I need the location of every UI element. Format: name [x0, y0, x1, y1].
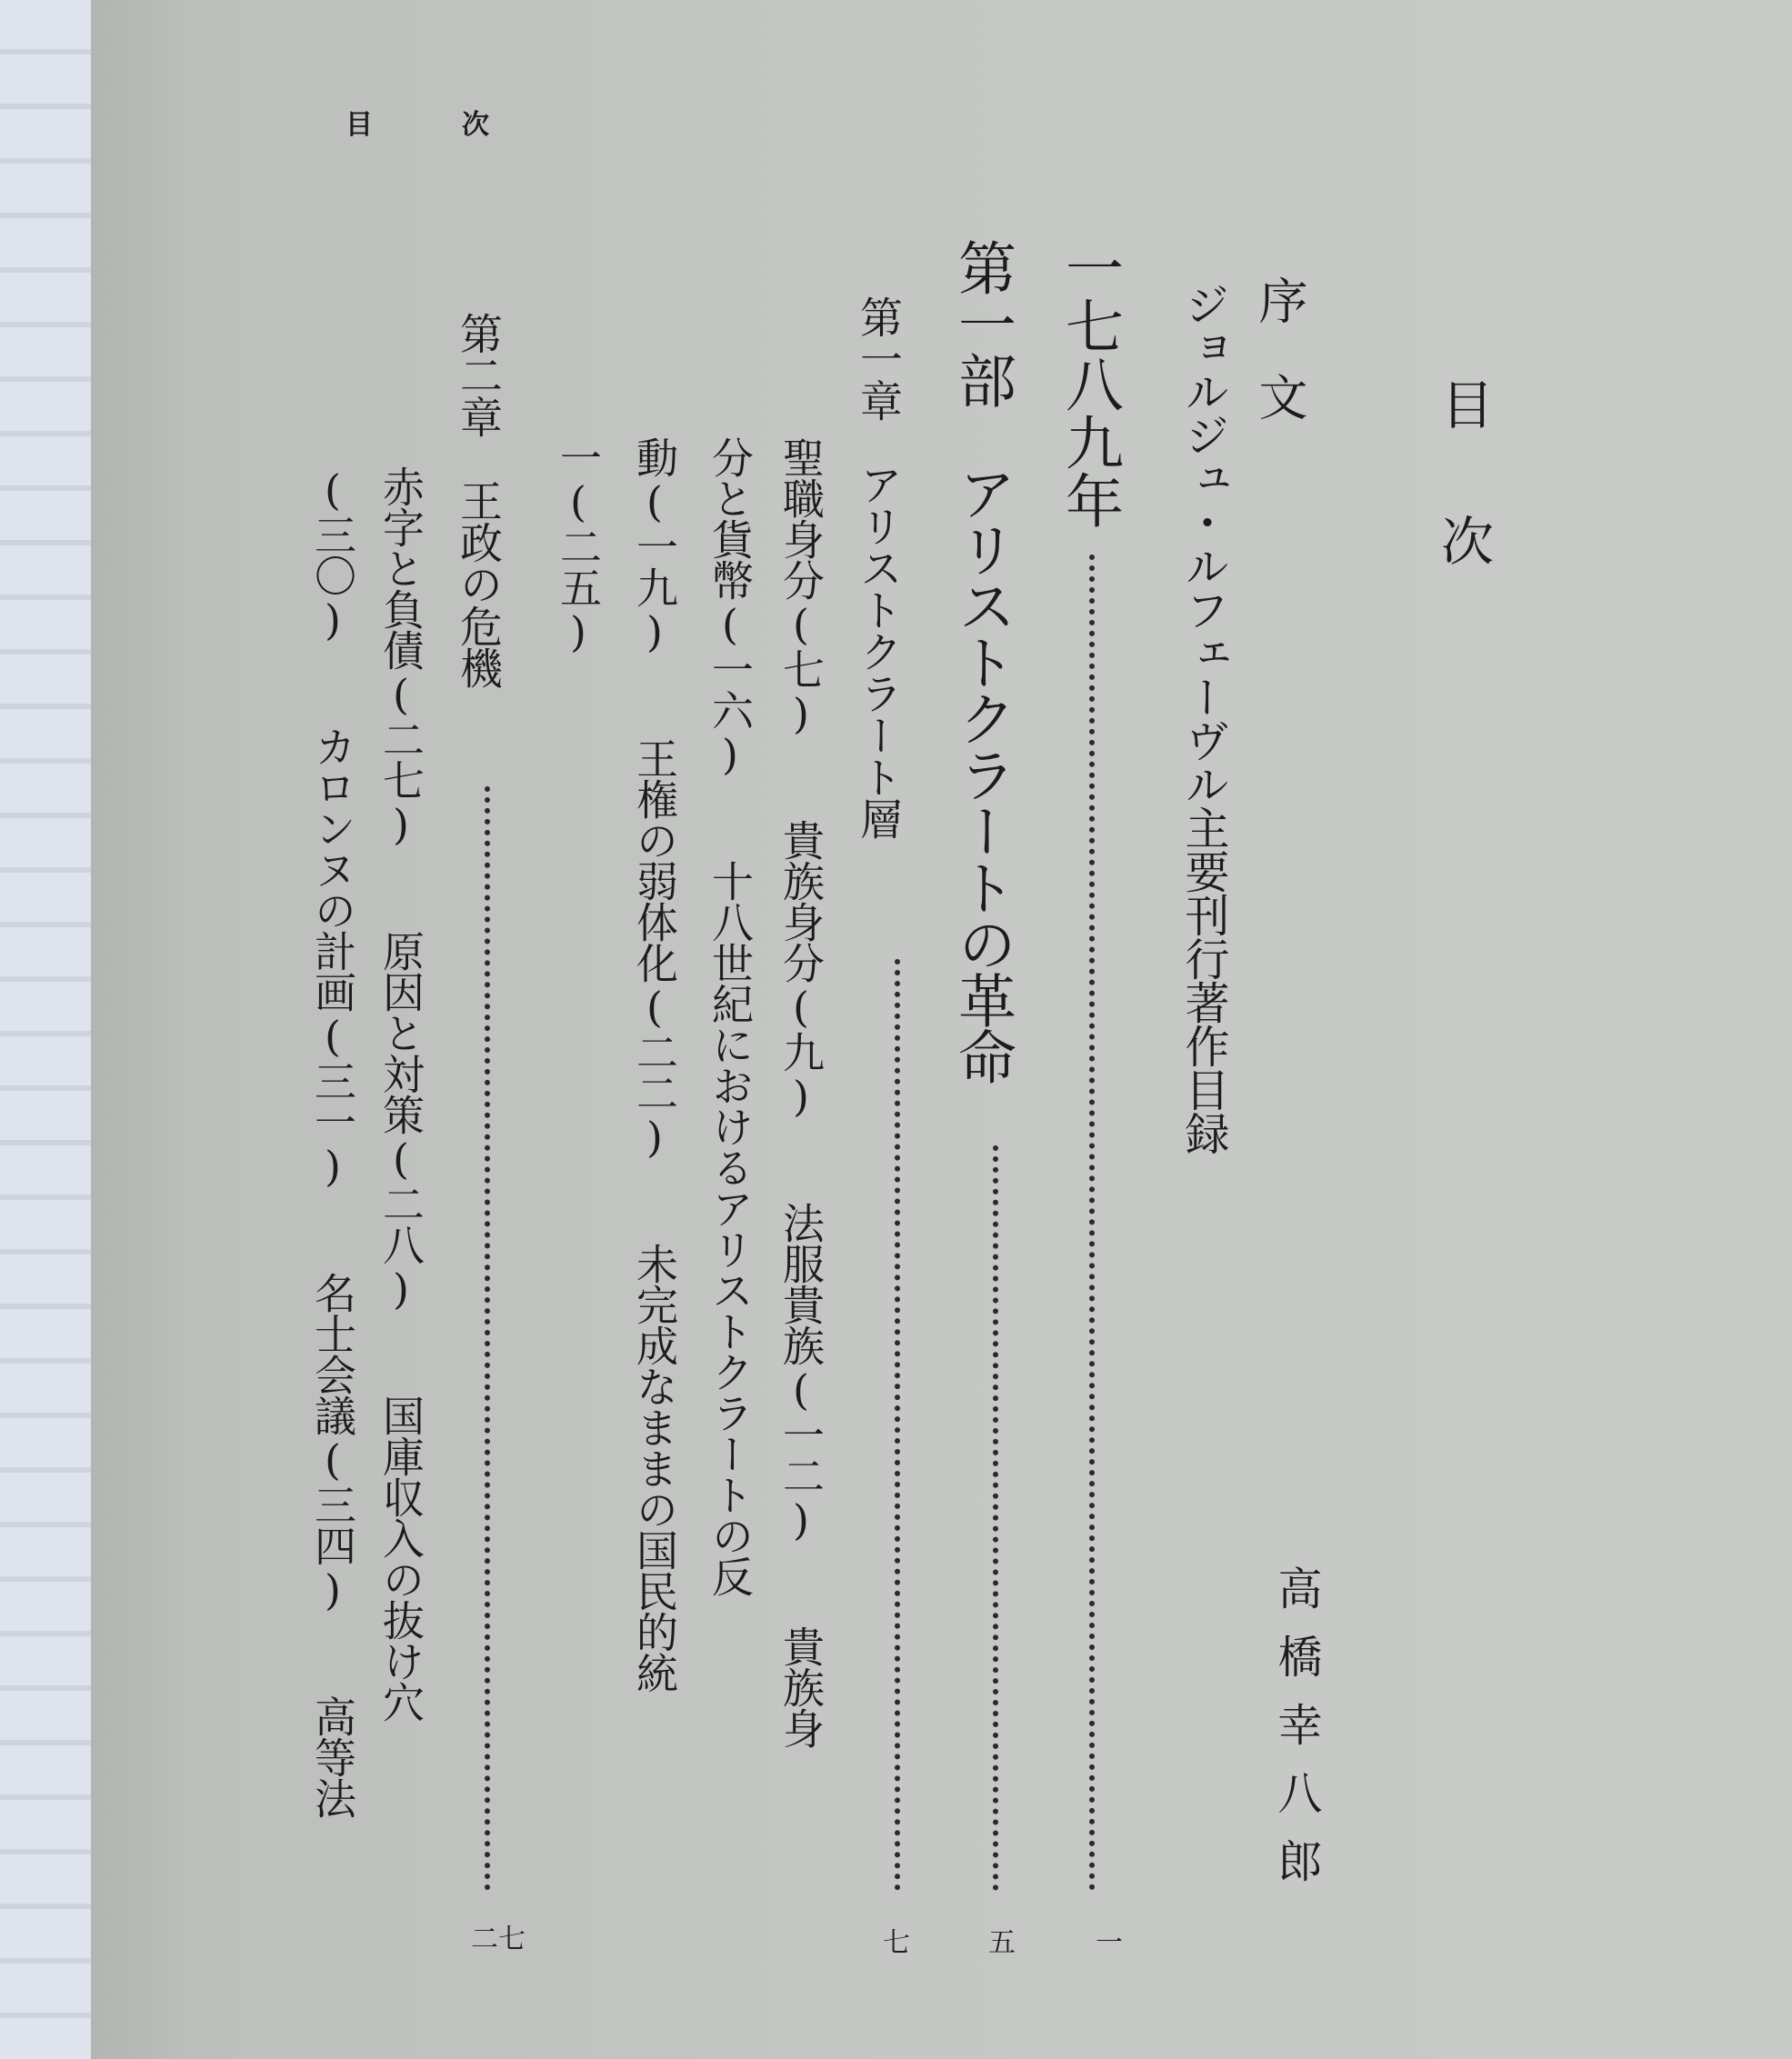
chapter2-subentries-line-2: (三〇) カロンヌの計画(三一) 名士会議(三四) 高等法: [308, 465, 357, 1818]
running-header-left: 目: [345, 109, 373, 141]
toc-year-page: 一: [1096, 1927, 1123, 1959]
toc-part1-title: 第一部 アリストクラートの革命: [948, 238, 1016, 1084]
toc-part1-page: 五: [988, 1927, 1016, 1959]
toc-chapter2-page: 二七: [471, 1924, 526, 1955]
toc-preface: 序文: [1251, 275, 1308, 468]
page-title: 目次: [1432, 377, 1494, 650]
chapter2-subentries-line-1: 赤字と負債(二七) 原因と対策(二八) 国庫収入の抜け穴: [376, 465, 425, 1722]
chapter1-subentries-line-3: 動(一九) 王権の弱体化(二二) 未完成なままの国民的統: [630, 436, 679, 1693]
toc-chapter1-leader: [895, 959, 900, 1891]
toc-bibliography: ジョルジュ・ルフェーヴル主要刊行著作目録: [1178, 282, 1230, 1154]
chapter1-subentries-line-1: 聖職身分(七) 貴族身分(九) 法服貴族(一二) 貴族身: [776, 436, 826, 1748]
chapter1-subentries-line-4: 一(二五): [554, 436, 603, 655]
toc-part1-leader: [993, 1145, 998, 1891]
toc-chapter1-page: 七: [883, 1927, 910, 1959]
chapter1-subentries-line-2: 分と貨幣(一六) 十八世紀におけるアリストクラートの反: [706, 436, 755, 1596]
background-binder-edge: [0, 0, 91, 2059]
toc-year-leader: [1089, 555, 1095, 1891]
toc-year-title: 一七八九年: [1056, 238, 1123, 529]
toc-chapter2-title: 第二章 王政の危機: [453, 312, 503, 688]
author-name: 高橋幸八郎: [1271, 1565, 1323, 1906]
running-header-right: 次: [462, 109, 489, 141]
toc-chapter1-title: 第一章 アリストクラート層: [853, 295, 903, 839]
toc-chapter2-leader: [485, 786, 490, 1891]
